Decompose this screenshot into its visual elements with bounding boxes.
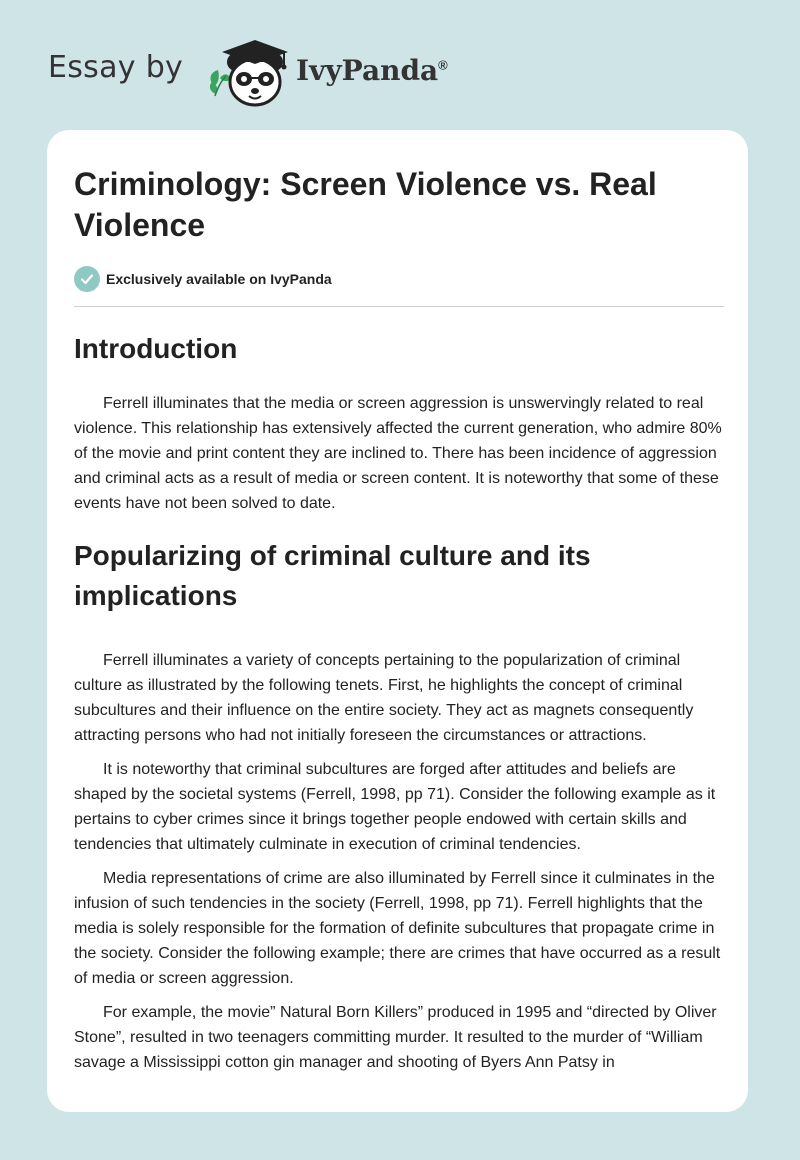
exclusive-badge [74, 266, 724, 292]
registered-mark: ® [438, 57, 448, 73]
site-header [48, 34, 768, 114]
check-circle-icon [74, 266, 100, 292]
section-heading-introduction: Introduction [74, 333, 238, 364]
paragraph: It is noteworthy that criminal subcultures are forged after attitudes and beliefs are shaped by the societal systems (Ferrell, 1998, pp 71). Consider the following example as it pertains to cyber crimes since it brings together people endowed with certain skills and tendencies that ultimately culminate in execution of criminal tendencies. [74, 761, 716, 853]
brand-name[interactable]: IvyPanda® [296, 54, 448, 87]
panda-logo-icon[interactable] [204, 34, 296, 110]
essay-by-label: Essay by [48, 50, 184, 85]
paragraph: For example, the movie” Natural Born Killers” produced in 1995 and “directed by Oliver Stone”, resulted in two teenagers committing murder. It resulted to the murder of “William savage a Mississippi cotton gin manager and shooting of Byers Ann Patsy in [74, 1004, 717, 1071]
section-heading-popularizing: Popularizing of criminal culture and its implications [74, 540, 591, 611]
paragraph: Ferrell illuminates that the media or screen aggression is unswervingly related to real violence. This relationship has extensively affected the current generation, who admire 80% of the movie and print content they are inclined to. There has been incidence of aggression and criminal acts as a result of media or screen content. It is noteworthy that some of these events have not been solved to date. [74, 395, 722, 512]
divider [74, 306, 724, 307]
badge-label: Exclusively available on IvyPanda [106, 271, 332, 287]
article-card [47, 130, 748, 1112]
paragraph: Ferrell illuminates a variety of concepts pertaining to the popularization of criminal culture as illustrated by the following tenets. First, he highlights the concept of criminal subcultures and their influence on the entire society. They act as magnets consequently attracting persons who had not initially foreseen the circumstances or attractions. [74, 652, 694, 744]
article-title: Criminology: Screen Violence vs. Real Violence [74, 166, 657, 243]
paragraph: Media representations of crime are also illuminated by Ferrell since it culminates in the infusion of such tendencies in the society (Ferrell, 1998, pp 71). Ferrell highlights that the media is solely responsible for the formation of definite subcultures that propagate crime in the society. Consider the following example; there are crimes that have occurred as a result of media or screen aggression. [74, 870, 721, 987]
